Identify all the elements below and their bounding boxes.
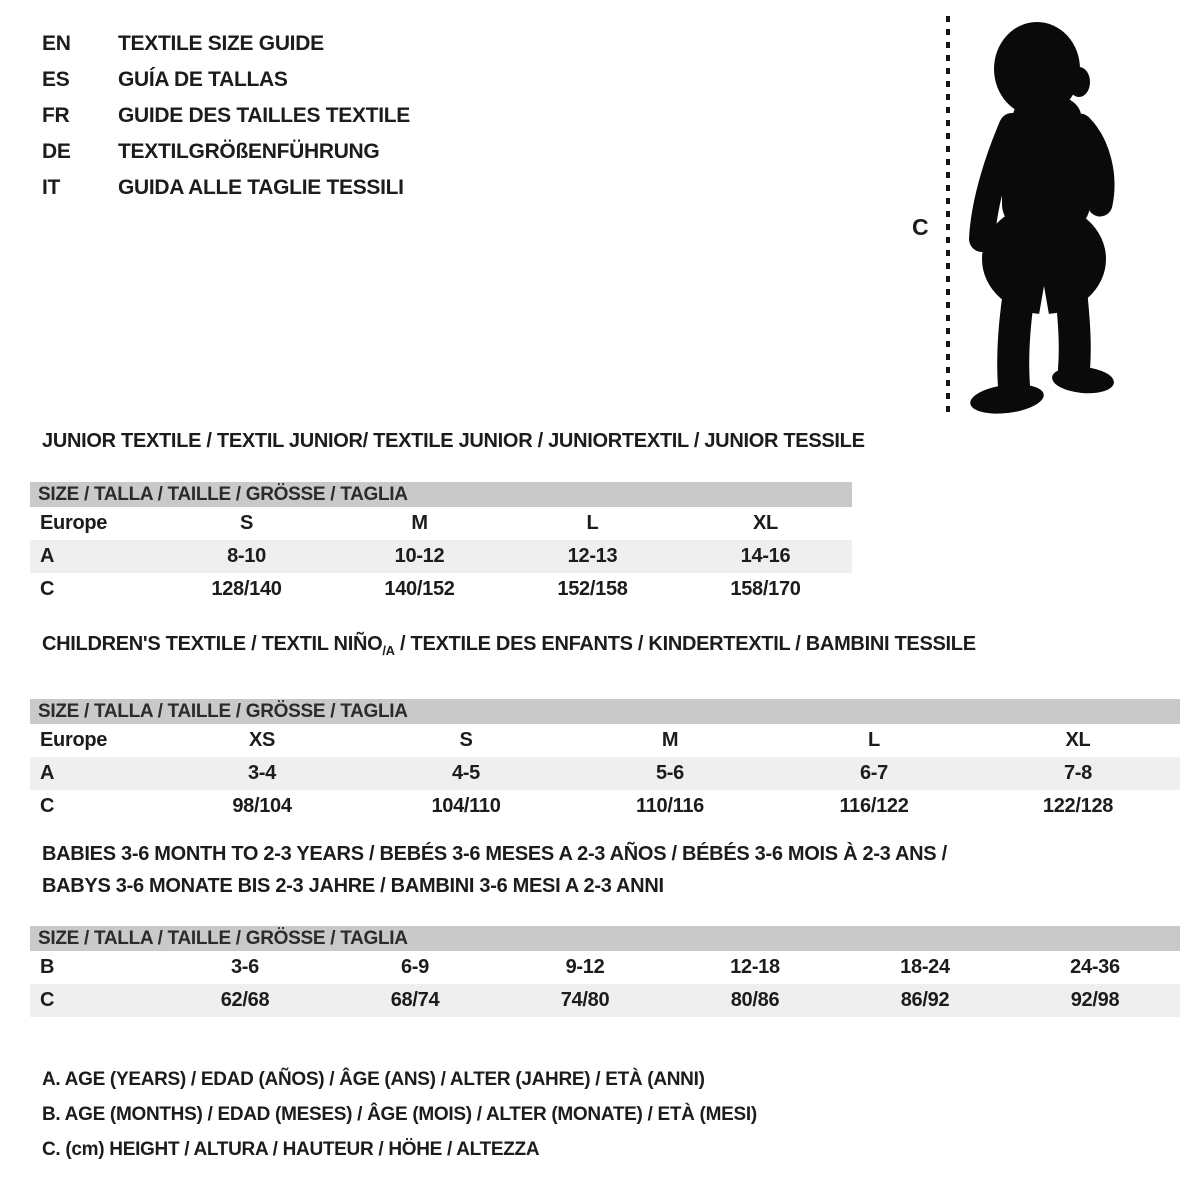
title-part: / TEXTILE DES ENFANTS / KINDERTEXTIL / BAMBINI TESSILE	[394, 633, 976, 655]
language-code: FR	[42, 104, 70, 127]
table-row-height	[30, 790, 1180, 823]
section-title-junior: JUNIOR TEXTILE / TEXTIL JUNIOR/ TEXTILE JUNIOR / JUNIORTEXTIL / JUNIOR TESSILE	[42, 430, 865, 452]
height-cell: 128/140	[211, 578, 282, 600]
age-cell: 24-36	[1070, 956, 1120, 978]
height-cell: 122/128	[1042, 795, 1114, 817]
row-label: A	[40, 762, 55, 784]
language-code: ES	[42, 68, 70, 91]
language-row	[42, 134, 410, 170]
height-measure-label: C	[912, 214, 929, 240]
junior-size-table	[30, 482, 852, 606]
height-dashed-line	[946, 16, 950, 416]
size-cell: M	[411, 512, 428, 534]
table-row-age	[30, 757, 1180, 790]
height-cell: 104/110	[431, 795, 501, 817]
size-header-bar: SIZE / TALLA / TAILLE / GRÖSSE / TAGLIA	[30, 926, 1180, 951]
language-code: EN	[42, 32, 71, 55]
language-title: TEXTILGRÖßENFÜHRUNG	[118, 140, 380, 163]
section-title-children	[30, 633, 1180, 662]
height-cell: 158/170	[730, 578, 801, 600]
age-cell: 5-6	[655, 762, 684, 784]
age-cell: 7-8	[1063, 762, 1092, 784]
language-title: GUIDA ALLE TAGLIE TESSILI	[118, 176, 404, 199]
height-cell: 152/158	[557, 578, 628, 600]
row-label: A	[40, 545, 55, 567]
table-row-age	[30, 540, 852, 573]
height-cell: 116/122	[839, 795, 909, 817]
size-cell: XL	[1065, 729, 1091, 751]
age-cell: 3-6	[230, 956, 259, 978]
size-cell: XS	[248, 729, 276, 751]
row-label: Europe	[40, 729, 108, 751]
age-cell: 6-9	[400, 956, 429, 978]
size-cell: M	[661, 729, 679, 751]
size-header-bar: SIZE / TALLA / TAILLE / GRÖSSE / TAGLIA	[30, 699, 1180, 724]
age-cell: 8-10	[227, 545, 266, 567]
section-babies-textile	[30, 838, 1180, 1017]
language-row	[42, 62, 410, 98]
title-subscript: /A	[382, 643, 395, 658]
height-cell: 110/116	[636, 795, 704, 817]
size-cell: L	[868, 729, 880, 751]
language-row	[42, 170, 410, 206]
height-cell: 92/98	[1070, 989, 1120, 1011]
row-label: B	[40, 956, 55, 978]
age-cell: 18-24	[900, 956, 950, 978]
row-label: C	[40, 578, 55, 600]
note-age-months: B. AGE (MONTHS) / EDAD (MESES) / ÂGE (MOIS) / ALTER (MONATE) / ETÀ (MESI)	[42, 1104, 757, 1125]
section-junior-textile	[30, 430, 865, 606]
language-row	[42, 98, 410, 134]
section-title-babies-line2: BABYS 3-6 MONATE BIS 2-3 JAHRE / BAMBINI 3-6 MESI A 2-3 ANNI	[42, 875, 664, 897]
row-label: Europe	[40, 512, 108, 534]
age-cell: 12-18	[730, 956, 780, 978]
babies-size-table	[30, 926, 1180, 1017]
section-title-babies-line1: BABIES 3-6 MONTH TO 2-3 YEARS / BEBÉS 3-6 MESES A 2-3 AÑOS / BÉBÉS 3-6 MOIS À 2-3 ANS /	[42, 843, 947, 865]
note-age-years: A. AGE (YEARS) / EDAD (AÑOS) / ÂGE (ANS) / ALTER (JAHRE) / ETÀ (ANNI)	[42, 1069, 705, 1090]
height-cell: 74/80	[560, 989, 610, 1011]
size-cell: S	[459, 729, 473, 751]
size-cell: L	[586, 512, 599, 534]
age-cell: 12-13	[567, 545, 618, 567]
table-row-europe	[30, 724, 1180, 757]
height-cell: 140/152	[384, 578, 455, 600]
children-size-table	[30, 699, 1180, 823]
age-cell: 3-4	[247, 762, 276, 784]
row-label: C	[40, 989, 55, 1011]
language-title: GUIDE DES TAILLES TEXTILE	[118, 104, 410, 127]
baby-silhouette	[952, 14, 1142, 419]
section-children-textile	[30, 633, 1180, 823]
title-part: CHILDREN'S TEXTILE / TEXTIL NIÑO	[42, 633, 383, 655]
size-cell: S	[239, 512, 254, 534]
size-cell: XL	[753, 512, 778, 534]
height-cell: 62/68	[220, 989, 270, 1011]
table-row-age-months	[30, 951, 1180, 984]
note-height-cm: C. (cm) HEIGHT / ALTURA / HAUTEUR / HÖHE / ALTEZZA	[42, 1139, 540, 1160]
age-cell: 4-5	[451, 762, 480, 784]
row-label: C	[40, 795, 55, 817]
table-row-height	[30, 984, 1180, 1017]
height-cell: 80/86	[730, 989, 780, 1011]
language-title-list	[42, 26, 410, 206]
age-cell: 9-12	[565, 956, 605, 978]
language-title: TEXTILE SIZE GUIDE	[118, 32, 324, 55]
language-title: GUÍA DE TALLAS	[118, 68, 288, 91]
height-cell: 98/104	[232, 795, 292, 817]
language-code: DE	[42, 140, 71, 163]
legend-notes	[42, 1062, 757, 1167]
age-cell: 14-16	[740, 545, 791, 567]
size-header-bar: SIZE / TALLA / TAILLE / GRÖSSE / TAGLIA	[30, 482, 852, 507]
language-row	[42, 26, 410, 62]
height-cell: 68/74	[390, 989, 440, 1011]
height-cell: 86/92	[900, 989, 950, 1011]
age-cell: 10-12	[394, 545, 445, 567]
table-row-height	[30, 573, 852, 606]
age-cell: 6-7	[859, 762, 888, 784]
table-row-europe	[30, 507, 852, 540]
language-code: IT	[42, 176, 61, 199]
